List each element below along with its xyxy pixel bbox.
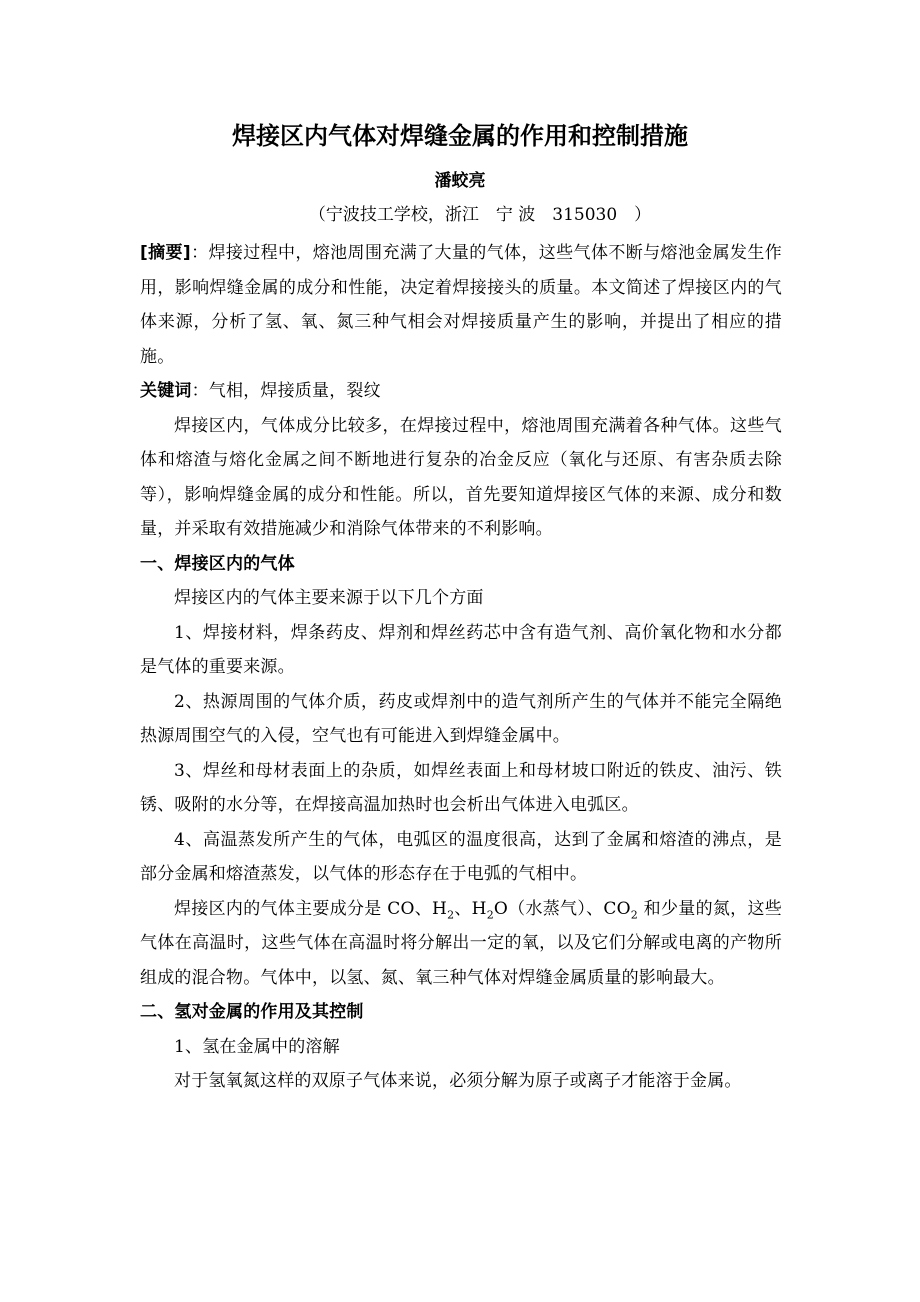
affiliation: （宁波技工学校，浙江 宁 波 315030 ）: [308, 205, 652, 225]
section-1-lead: 焊接区内的气体主要来源于以下几个方面: [174, 588, 484, 608]
paper-body: [140, 236, 782, 1099]
subscript: 2: [486, 907, 494, 921]
section-2-paragraph: 对于氢氧氮这样的双原子气体来说，必须分解为原子或离子才能溶于金属。: [174, 1071, 742, 1091]
keywords-text: ：气相，焊接质量，裂纹: [191, 381, 381, 401]
keywords-label: 关键词: [140, 381, 192, 401]
source-item-4: 4、高温蒸发所产生的气体，电弧区的温度很高，达到了金属和熔渣的沸点，是部分金属和熔渣蒸发，以气体的形态存在于电弧的气相中。: [140, 829, 782, 884]
author-name: 潘蛟亮: [434, 171, 486, 191]
subscript: 2: [447, 907, 455, 921]
composition-text: 焊接区内的气体主要成分是 CO、H: [174, 898, 448, 919]
section-2-heading: 二、氢对金属的作用及其控制: [140, 1002, 364, 1022]
paper-title: 焊接区内气体对焊缝金属的作用和控制措施: [232, 122, 688, 150]
composition-text: O（水蒸气）、CO: [493, 898, 631, 919]
abstract-label: [摘要]: [140, 243, 191, 263]
intro-paragraph: 焊接区内，气体成分比较多，在焊接过程中，熔池周围充满着各种气体。这些气体和熔渣与熔化金属之间不断地进行复杂的冶金反应（氧化与还原、有害杂质去除等），影响焊缝金属的成分和性能。所以，首先要知道焊接区气体的来源、成分和数量，并采取有效措施减少和消除气体带来的不利影响。: [140, 415, 782, 539]
abstract-text: ：焊接过程中，熔池周围充满了大量的气体，这些气体不断与熔池金属发生作用，影响焊缝金属的成分和性能，决定着焊接接头的质量。本文简述了焊接区内的气体来源，分析了氢、氧、氮三种气相会对焊接质量产生的影响，并提出了相应的措施。: [140, 243, 782, 367]
source-item-3: 3、焊丝和母材表面上的杂质，如焊丝表面上和母材坡口附近的铁皮、油污、铁锈、吸附的水分等，在焊接高温加热时也会析出气体进入电弧区。: [140, 760, 782, 815]
section-1-heading: 一、焊接区内的气体: [140, 553, 295, 574]
keywords-paragraph: [140, 374, 782, 409]
subscript: 2: [630, 907, 638, 921]
composition-text: 和少量的氮，这些气体在高温时，这些气体在高温时将分解出一定的氧，以及它们分解或电离的产物所组成的混合物。气体中，以氢、氮、氧三种气体对焊缝金属质量的影响最大。: [140, 898, 782, 988]
section-2-subheading: 1、氢在金属中的溶解: [174, 1036, 340, 1057]
source-item-2: 2、热源周围的气体介质，药皮或焊剂中的造气剂所产生的气体并不能完全隔绝热源周围空气的入侵，空气也有可能进入到焊缝金属中。: [140, 691, 782, 746]
composition-text: 、H: [454, 898, 487, 919]
source-item-1: 1、焊接材料，焊条药皮、焊剂和焊丝药芯中含有造气剂、高价氧化物和水分都是气体的重要来源。: [140, 622, 782, 677]
abstract-paragraph: [140, 236, 782, 374]
gas-composition-paragraph: [140, 892, 782, 996]
